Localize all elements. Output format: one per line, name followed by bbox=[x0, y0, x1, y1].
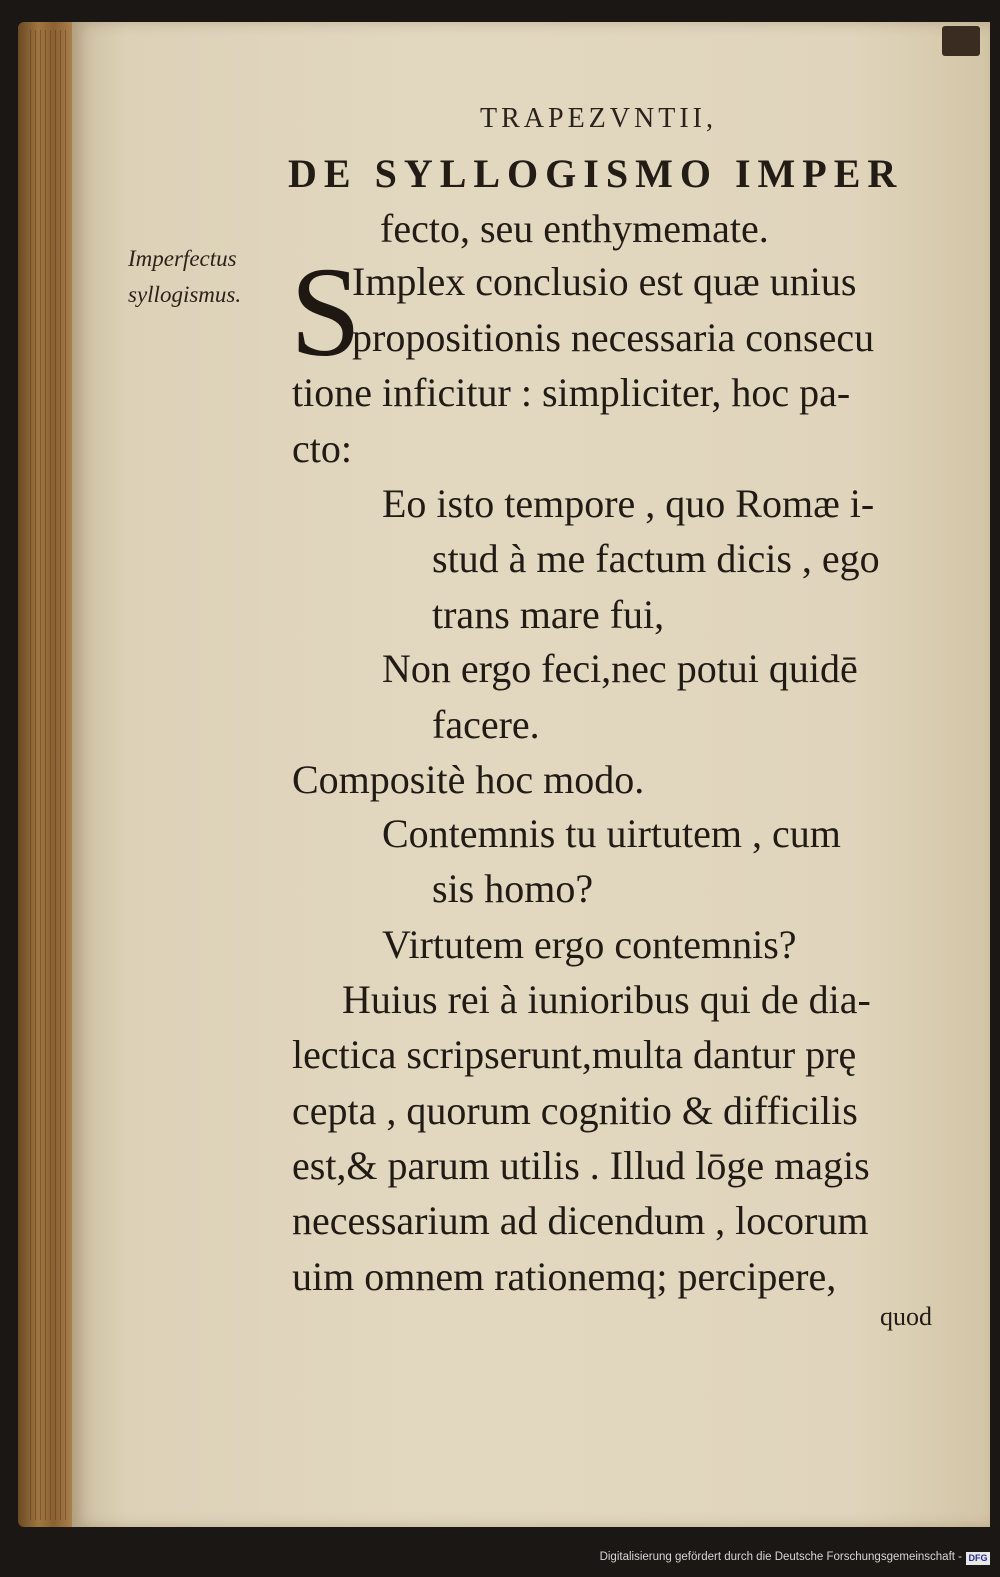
text-line: tione inficitur : simpliciter, hoc pa- bbox=[292, 370, 851, 415]
text-line: facere. bbox=[432, 702, 540, 747]
text-line: necessarium ad dicendum , locorum bbox=[292, 1198, 869, 1243]
text-line: Compositè hoc modo. bbox=[292, 757, 645, 802]
text-line: sis homo? bbox=[432, 866, 594, 911]
text-line: Virtutem ergo contemnis? bbox=[382, 922, 797, 967]
text-line: cto: bbox=[292, 426, 352, 471]
drop-cap: S bbox=[290, 241, 362, 383]
catchword: quod bbox=[880, 1302, 932, 1331]
chapter-heading: DE SYLLOGISMO IMPER bbox=[288, 151, 904, 196]
dfg-logo: DFG bbox=[966, 1552, 990, 1565]
page-stack-lines bbox=[30, 30, 70, 1520]
text-line: Contemnis tu uirtutem , cum bbox=[382, 811, 841, 856]
text-line: uim omnem rationemq; percipere, bbox=[292, 1254, 837, 1299]
running-head: TRAPEZVNTII, bbox=[480, 103, 717, 134]
text-line: Non ergo feci,nec potui quidē bbox=[382, 646, 858, 691]
margin-note-line-1: Imperfectus bbox=[128, 246, 237, 271]
margin-note-line-2: syllogismus. bbox=[128, 282, 242, 307]
footer-credit: Digitalisierung gefördert durch die Deutsche Forschungsgemeinschaft - bbox=[599, 1551, 962, 1563]
page-corner-shadow bbox=[942, 26, 980, 56]
text-line: est,& parum utilis . Illud lōge magis bbox=[292, 1143, 870, 1188]
text-line: propositionis necessaria consecu bbox=[352, 315, 875, 360]
text-line: lectica scripserunt,multa dantur prę bbox=[292, 1032, 857, 1077]
text-line: Implex conclusio est quæ unius bbox=[352, 259, 857, 304]
text-line: cepta , quorum cognitio & difficilis bbox=[292, 1088, 858, 1133]
chapter-subheading: fecto, seu enthymemate. bbox=[380, 206, 769, 251]
text-line: trans mare fui, bbox=[432, 592, 665, 637]
text-line: Eo isto tempore , quo Romæ i- bbox=[382, 481, 875, 526]
text-line: Huius rei à iunioribus qui de dia- bbox=[342, 977, 871, 1022]
text-line: stud à me factum dicis , ego bbox=[432, 536, 880, 581]
